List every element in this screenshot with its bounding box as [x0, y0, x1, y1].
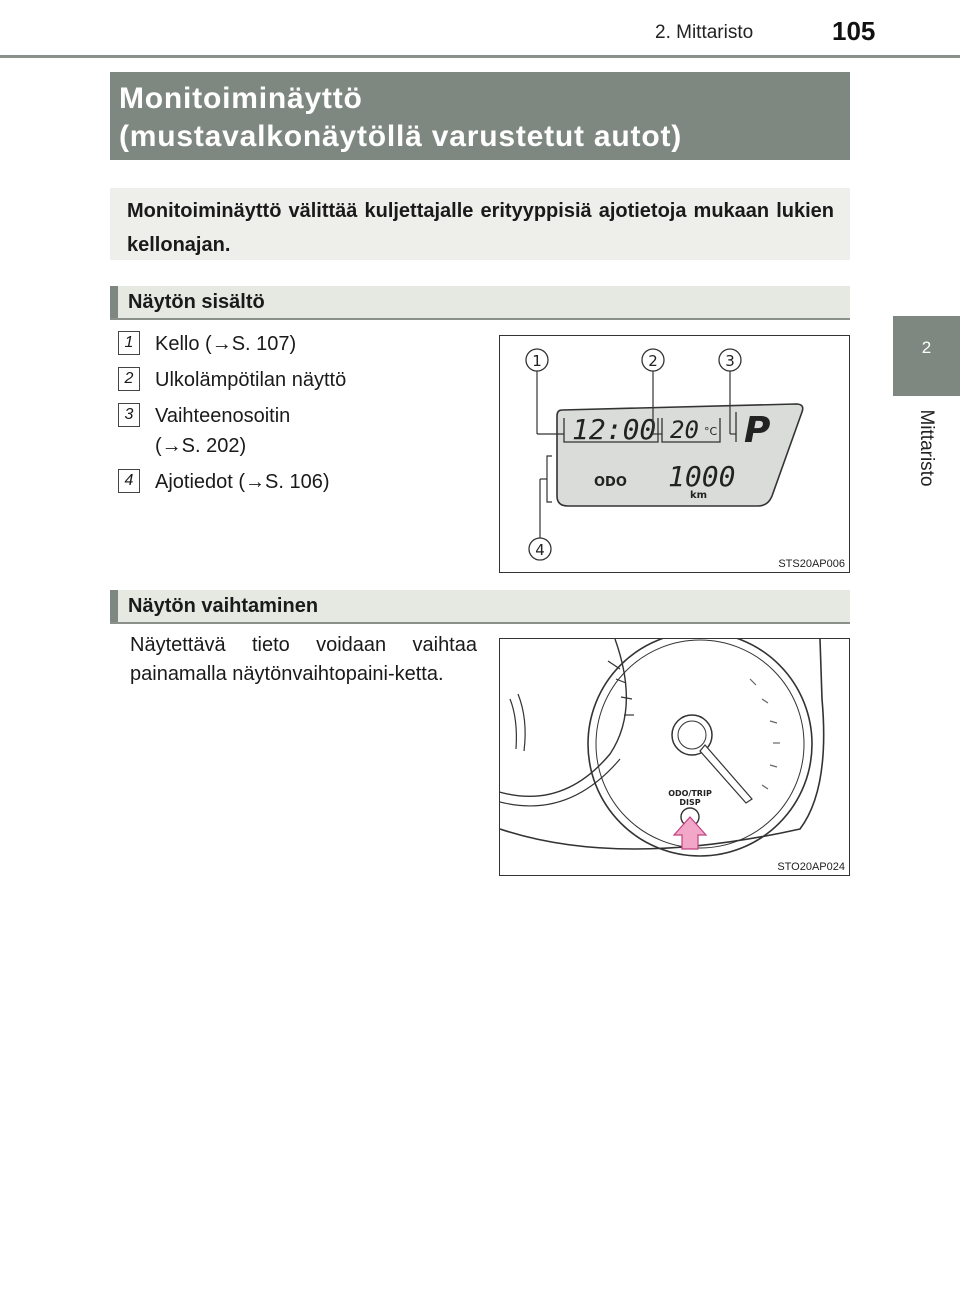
section-heading-switching-display [110, 590, 850, 624]
section-heading-text: Näytön sisältö [128, 291, 265, 313]
svg-text:2: 2 [648, 352, 658, 370]
heading-marker [110, 590, 118, 622]
figure-code: STS20AP006 [778, 558, 845, 570]
svg-text:3: 3 [725, 352, 735, 370]
figure-display-illustration [499, 335, 850, 573]
speedometer-ticks [750, 679, 780, 789]
section-heading-display-contents [110, 286, 850, 320]
body-paragraph: Näytettävä tieto voidaan vaihtaa painamalla näytönvaihtopaini-ketta. [130, 634, 477, 685]
button-label-disp: DISP [679, 798, 701, 807]
intro-box: Monitoiminäyttö välittää kuljettajalle erityyppisiä ajotietoja mukaan lukien kellonajan. [110, 188, 850, 260]
item-text: Vaihteenosoitin [155, 405, 291, 427]
callout-1 [526, 349, 548, 371]
chapter-tab-label: Mittaristo [916, 409, 937, 487]
display-temperature: 20 [670, 416, 699, 444]
chapter-tab [893, 316, 960, 396]
section-heading-text: Näytön vaihtaminen [128, 595, 319, 617]
pointer-arrow-icon [674, 817, 706, 849]
header-rule [0, 55, 960, 58]
heading-marker [110, 286, 118, 318]
item-text: Kello (→S. 107) [155, 333, 297, 355]
callout-4 [529, 538, 551, 560]
display-odo-label: ODO [594, 475, 627, 490]
button-label-odo-trip: ODO/TRIP [668, 789, 712, 798]
callout-2 [642, 349, 664, 371]
callout-3 [719, 349, 741, 371]
item-text: Ajotiedot (→S. 106) [155, 471, 330, 493]
svg-text:4: 4 [535, 541, 545, 559]
item-text-continued: (→S. 202) [155, 435, 247, 457]
item-number: 1 [118, 331, 140, 355]
display-clock: 12:00 [572, 413, 657, 446]
chapter-tab-number: 2 [921, 338, 932, 357]
item-number: 2 [118, 367, 140, 391]
display-odo-unit: km [690, 490, 708, 501]
display-temperature-unit: °C [704, 425, 718, 438]
page-title-line2: (mustavalkonäytöllä varustetut autot) [119, 120, 683, 153]
display-odo-value: 1000 [668, 460, 736, 493]
svg-text:1: 1 [532, 352, 542, 370]
item-number: 3 [118, 403, 140, 427]
page-title-line1: Monitoiminäyttö [119, 82, 363, 115]
figure-code: STO20AP024 [777, 861, 845, 873]
item-number: 4 [118, 469, 140, 493]
display-diagram [500, 336, 849, 572]
item-text: Ulkolämpötilan näyttö [155, 369, 347, 391]
cluster-diagram [500, 639, 849, 875]
page-number: 105 [832, 16, 876, 46]
display-gear: P [744, 410, 771, 451]
figure-cluster-illustration [499, 638, 850, 876]
running-header-section: 2. Mittaristo [655, 22, 754, 43]
page-title [110, 72, 850, 160]
